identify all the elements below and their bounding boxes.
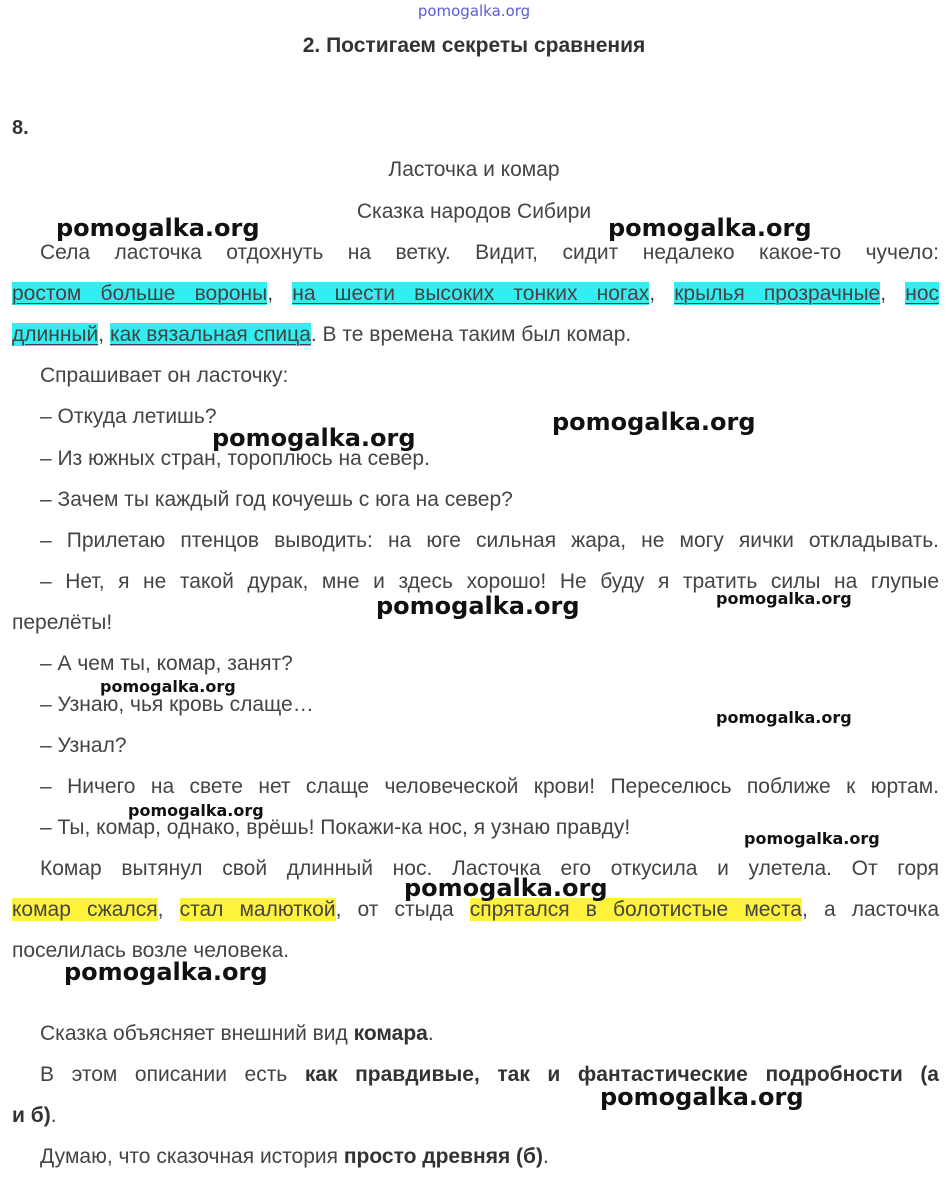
paragraph-1-line-2: ростом больше вороны, на шести высоких тонких ногах, крылья прозрачные, нос [12,282,939,305]
answer-text: В этом описании есть [40,1063,305,1086]
dialogue-line: – Из южных стран, тороплюсь на север. [40,447,430,470]
paragraph-1-line-1: Села ласточка отдохнуть на ветку. Видит, сидит недалеко какое-то чучело: [40,241,939,264]
highlight-cyan: длинный [12,323,99,346]
watermark: pomogalka.org [56,214,260,242]
task-number: 8. [12,117,29,139]
dialogue-line: – А чем ты, комар, занят? [40,652,293,675]
answer-text: . [543,1145,549,1168]
dialogue-line: – Нет, я не такой дурак, мне и здесь хорошо! Не буду я тратить силы на глупые [40,570,939,593]
watermark: pomogalka.org [100,677,236,696]
watermark: pomogalka.org [716,708,852,727]
watermark: pomogalka.org [744,829,880,848]
answer-bold: как правдивые, так и фантастические подробности (а [304,1063,939,1086]
watermark: pomogalka.org [64,958,268,986]
paragraph-1-rest: . В те времена таким был комар. [310,323,632,346]
answer-text: Думаю, что сказочная история [40,1145,344,1168]
story-subtitle: Сказка народов Сибири [356,200,592,223]
highlight-cyan: ростом больше вороны [12,282,268,305]
answer-bold: комара [353,1022,428,1045]
dialogue-line: – Узнаю, чья кровь слаще… [40,693,314,716]
answer-1 [40,1019,939,1049]
highlight-cyan: крылья прозрачные [674,282,881,305]
watermark: pomogalka.org [404,874,608,902]
answer-3 [40,1142,939,1172]
watermark: pomogalka.org [600,1083,804,1111]
story-title: Ласточка и комар [388,158,560,181]
answer-bold: просто древняя (б) [343,1145,544,1168]
highlight-cyan: нос [905,282,939,305]
highlight-cyan: на шести высоких тонких ногах [292,282,650,305]
watermark: pomogalka.org [716,589,852,608]
watermark: pomogalka.org [608,214,812,242]
answer-bold: и б) [12,1104,51,1127]
paragraph-1-line-3: длинный, как вязальная спица. В те времена таким был комар. [12,323,632,346]
paragraph-3-line-2: комар сжался, стал малюткой, от стыда спрятался в болотистые места, а ласточка [12,898,940,921]
paragraph-3-tail: , а ласточка [802,898,940,921]
answer-text: Сказка объясняет внешний вид [40,1022,354,1045]
dialogue-line: – Откуда летишь? [40,405,217,428]
watermark: pomogalka.org [552,408,756,436]
site-url[interactable]: pomogalka.org [417,2,531,20]
answer-text: . [427,1022,434,1045]
dialogue-line: – Прилетаю птенцов выводить: на юге сильная жара, не могу яички откладывать. [40,529,939,552]
watermark: pomogalka.org [128,801,264,820]
paragraph-3-mid: , от стыда [335,898,470,921]
dialogue-line: – Ничего на свете нет слаще человеческой крови! Переселюсь поближе к юртам. [40,775,939,798]
highlight-cyan: как вязальная спица [109,323,311,346]
highlight-yellow: спрятался в болотистые места [469,898,802,921]
watermark: pomogalka.org [212,424,416,452]
dialogue-line: перелёты! [12,611,113,634]
paragraph-3-line-1: Комар вытянул свой длинный нос. Ласточка его откусила и улетела. От горя [40,857,939,880]
paragraph-2: Спрашивает он ласточку: [40,364,289,387]
paragraph-3-line-3: поселилась возле человека. [12,939,290,962]
dialogue-line: – Ты, комар, однако, врёшь! Покажи-ка нос, я узнаю правду! [40,816,631,839]
watermark: pomogalka.org [376,592,580,620]
section-title: 2. Постигаем секреты сравнения [302,34,646,57]
answer-2-line-1 [40,1060,939,1090]
dialogue-line: – Узнал? [40,734,127,757]
answer-text: . [50,1104,57,1127]
dialogue-line: – Зачем ты каждый год кочуешь с юга на север? [40,488,513,511]
highlight-yellow: комар сжался [12,898,158,921]
highlight-yellow: стал малюткой [179,898,336,921]
